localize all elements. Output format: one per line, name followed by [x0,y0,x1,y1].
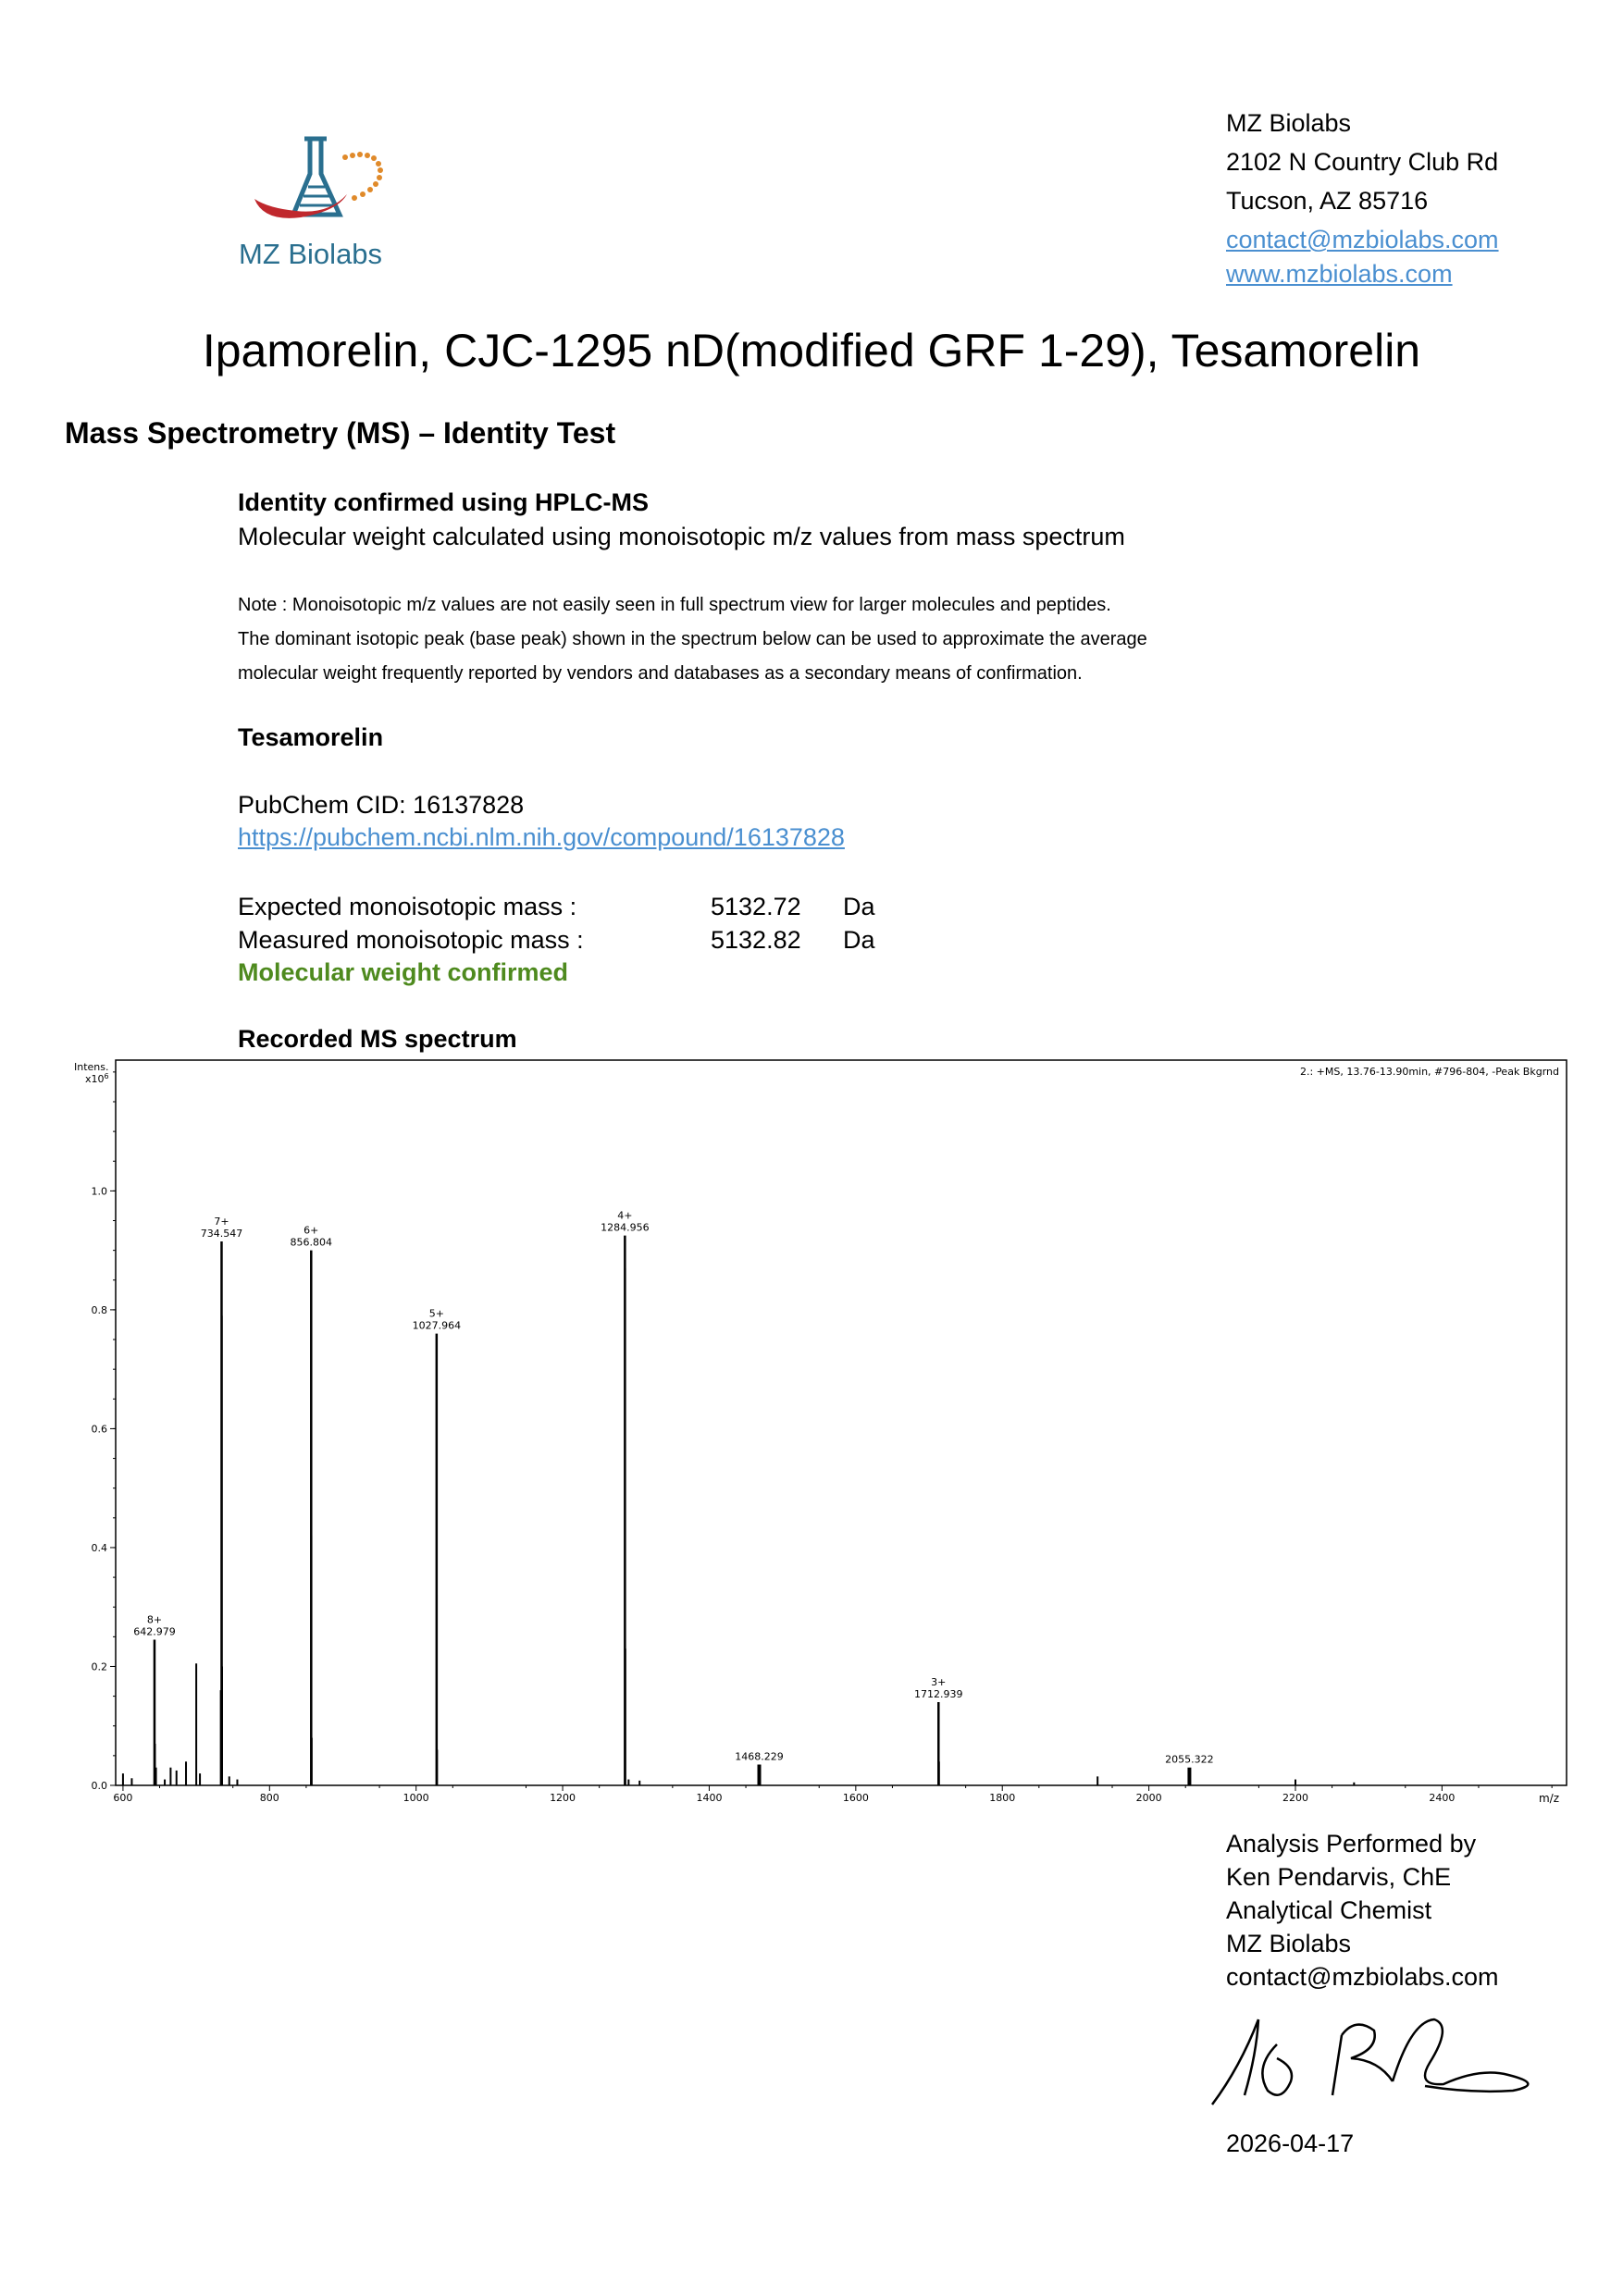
expected-mass-label: Expected monoisotopic mass : [238,893,577,920]
address-line: 2102 N Country Club Rd [1226,148,1499,176]
x-tick-label: 2400 [1429,1792,1456,1804]
peak-mz-label: 642.979 [133,1625,176,1638]
analysis-date: 2026-04-17 [1226,2129,1355,2157]
y-tick-label: 1.0 [91,1185,107,1198]
y-axis-label: Intens. [74,1061,109,1073]
analyst-line: Analytical Chemist [1226,1896,1432,1924]
measured-mass-row [238,926,978,957]
ms-spectrum-chart [0,1055,1623,1813]
handwritten-signature [1203,2003,1573,2114]
identity-subheading: Molecular weight calculated using monoisotopic m/z values from mass spectrum [238,523,1125,550]
peak-mz-label: 734.547 [200,1228,243,1240]
y-tick-label: 0.4 [91,1541,107,1554]
measured-mass-unit: Da [843,926,875,954]
analyst-line: MZ Biolabs [1226,1930,1352,1957]
note-line: The dominant isotopic peak (base peak) shown in the spectrum below can be used to approximate the average [238,629,1147,649]
x-tick-label: 800 [259,1792,279,1804]
peak-mz-label: 856.804 [290,1236,333,1249]
peak-charge-label: 7+ [214,1216,229,1228]
flask-icon [293,139,340,215]
logo-text: MZ Biolabs [239,238,383,270]
company-address [1226,104,1499,293]
analyst-block [1226,1827,1499,1994]
x-tick-label: 1000 [403,1792,429,1804]
note-line: Note : Monoisotopic m/z values are not easily seen in full spectrum view for larger molecules and peptides. [238,595,1111,615]
y-tick-label: 0.2 [91,1660,107,1673]
x-tick-label: 1400 [696,1792,723,1804]
peak-mz-label: 1284.956 [601,1221,650,1234]
analyst-line: contact@mzbiolabs.com [1226,1963,1499,1991]
chart-legend: 2.: +MS, 13.76-13.90min, #796-804, -Peak Bkgrnd [1299,1066,1559,1078]
measured-mass-value: 5132.82 [711,926,801,954]
peak-charge-label: 6+ [304,1224,319,1237]
analyst-line: Analysis Performed by [1226,1830,1477,1858]
email-link[interactable]: contact@mzbiolabs.com [1226,226,1499,253]
document-title: Ipamorelin, CJC-1295 nD(modified GRF 1-29), Tesamorelin [202,325,1421,376]
y-tick-label: 0.8 [91,1303,107,1316]
x-tick-label: 2200 [1282,1792,1308,1804]
section-title: Mass Spectrometry (MS) – Identity Test [65,416,616,450]
note-line: molecular weight frequently reported by vendors and databases as a secondary means of confirmation. [238,663,1083,684]
address-line: Tucson, AZ 85716 [1226,187,1429,215]
peak-mz-label: 2055.322 [1165,1753,1214,1766]
x-tick-label: 1200 [550,1792,576,1804]
measured-mass-label: Measured monoisotopic mass : [238,926,584,954]
x-tick-label: 1600 [842,1792,869,1804]
expected-mass-value: 5132.72 [711,893,801,920]
y-tick-label: 0.6 [91,1423,107,1436]
peak-mz-label: 1468.229 [735,1750,784,1763]
website-link[interactable]: www.mzbiolabs.com [1226,260,1453,288]
confirmation-text: Molecular weight confirmed [238,958,569,986]
analyst-line: Ken Pendarvis, ChE [1226,1863,1452,1891]
y-tick-label: 0.0 [91,1780,107,1792]
x-tick-label: 2000 [1135,1792,1162,1804]
peak-charge-label: 3+ [931,1676,947,1689]
x-axis-unit-label: m/z [1538,1792,1559,1805]
pubchem-cid: PubChem CID: 16137828 [238,791,525,819]
x-tick-label: 1800 [989,1792,1016,1804]
dots-arc-icon [342,152,383,201]
peak-charge-label: 5+ [428,1307,444,1320]
address-line: MZ Biolabs [1226,109,1352,137]
note-block [238,588,1147,691]
peak-charge-label: 4+ [617,1209,633,1222]
y-axis-multiplier: $x10^6$ [85,1072,109,1085]
spectrum-heading: Recorded MS spectrum [238,1025,517,1053]
expected-mass-unit: Da [843,893,875,920]
peak-charge-label: 8+ [146,1613,163,1626]
peak-mz-label: 1027.964 [412,1319,462,1332]
expected-mass-row [238,893,978,924]
pubchem-link[interactable]: https://pubchem.ncbi.nlm.nih.gov/compound/16137828 [238,823,845,851]
compound-name: Tesamorelin [238,723,384,751]
plot-frame [116,1060,1567,1785]
x-tick-label: 600 [113,1792,133,1804]
identity-heading: Identity confirmed using HPLC-MS [238,488,650,516]
peak-mz-label: 1712.939 [914,1688,963,1701]
